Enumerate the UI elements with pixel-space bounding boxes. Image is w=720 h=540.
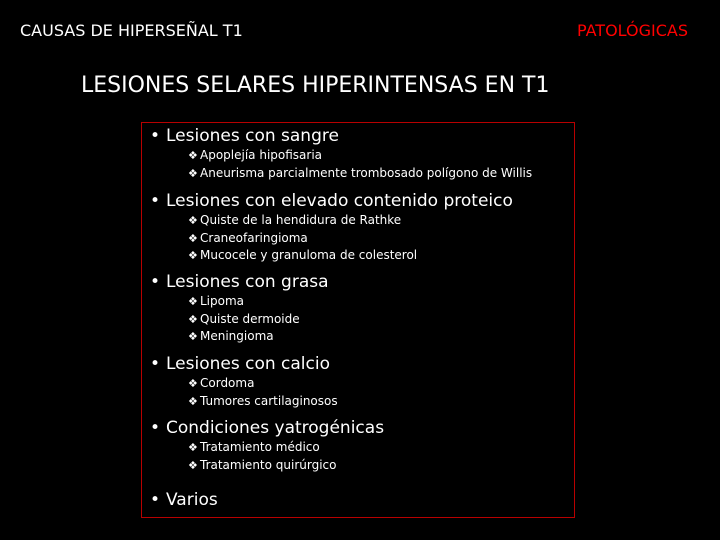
section-heading: • Lesiones con calcio <box>150 354 330 374</box>
diamond-icon: ❖ <box>188 166 198 180</box>
section-heading: • Lesiones con elevado contenido proteico <box>150 191 513 211</box>
diamond-icon: ❖ <box>188 231 198 245</box>
list-item: ❖ Mucocele y granuloma de colesterol <box>188 247 513 265</box>
diamond-icon: ❖ <box>188 394 198 408</box>
diamond-icon: ❖ <box>188 249 198 262</box>
diamond-icon: ❖ <box>188 441 198 454</box>
list-item: ❖ Quiste dermoide <box>188 311 329 329</box>
bullet-icon: • <box>150 126 161 146</box>
section-varios <box>150 489 218 511</box>
section-yatrogenicas <box>150 417 384 474</box>
list-item: ❖ Tratamiento médico <box>188 439 384 457</box>
section-heading: • Condiciones yatrogénicas <box>150 418 385 438</box>
list-item: ❖ Quiste de la hendidura de Rathke <box>188 212 513 230</box>
list-item: ❖ Lipoma <box>188 293 329 311</box>
diamond-icon: ❖ <box>188 458 198 472</box>
section-sangre <box>150 125 532 182</box>
diamond-icon: ❖ <box>188 214 198 227</box>
list-item: ❖ Apoplejía hipofisaria <box>188 147 532 165</box>
header-left-title: CAUSAS DE HIPERSEÑAL T1 <box>20 21 243 40</box>
section-heading: • Lesiones con grasa <box>150 272 329 292</box>
diamond-icon: ❖ <box>188 149 198 162</box>
sub-list <box>188 293 329 346</box>
diamond-icon: ❖ <box>188 330 198 343</box>
content-box <box>141 122 575 518</box>
bullet-icon: • <box>150 490 161 510</box>
bullet-icon: • <box>150 191 161 211</box>
header-right-title: PATOLÓGICAS <box>576 21 688 40</box>
section-grasa <box>150 271 329 346</box>
page-title: LESIONES SELARES HIPERINTENSAS EN T1 <box>81 73 550 98</box>
list-item: ❖ Tumores cartilaginosos <box>188 393 338 411</box>
section-calcio <box>150 353 338 410</box>
section-heading: • Varios <box>150 490 218 510</box>
section-heading: • Lesiones con sangre <box>150 126 339 146</box>
bullet-icon: • <box>150 418 161 438</box>
list-item: ❖ Cordoma <box>188 375 338 393</box>
list-item: ❖ Craneofaringioma <box>188 230 513 248</box>
diamond-icon: ❖ <box>188 377 198 390</box>
sub-list <box>188 375 338 410</box>
sub-list <box>188 147 532 182</box>
sub-list <box>188 212 513 265</box>
diamond-icon: ❖ <box>188 295 198 308</box>
list-item: ❖ Aneurisma parcialmente trombosado polígono de Willis <box>188 165 532 183</box>
diamond-icon: ❖ <box>188 312 198 326</box>
list-item: ❖ Meningioma <box>188 328 329 346</box>
list-item: ❖ Tratamiento quirúrgico <box>188 457 384 475</box>
bullet-icon: • <box>150 272 161 292</box>
section-proteico <box>150 190 513 265</box>
bullet-icon: • <box>150 354 161 374</box>
sub-list <box>188 439 384 474</box>
